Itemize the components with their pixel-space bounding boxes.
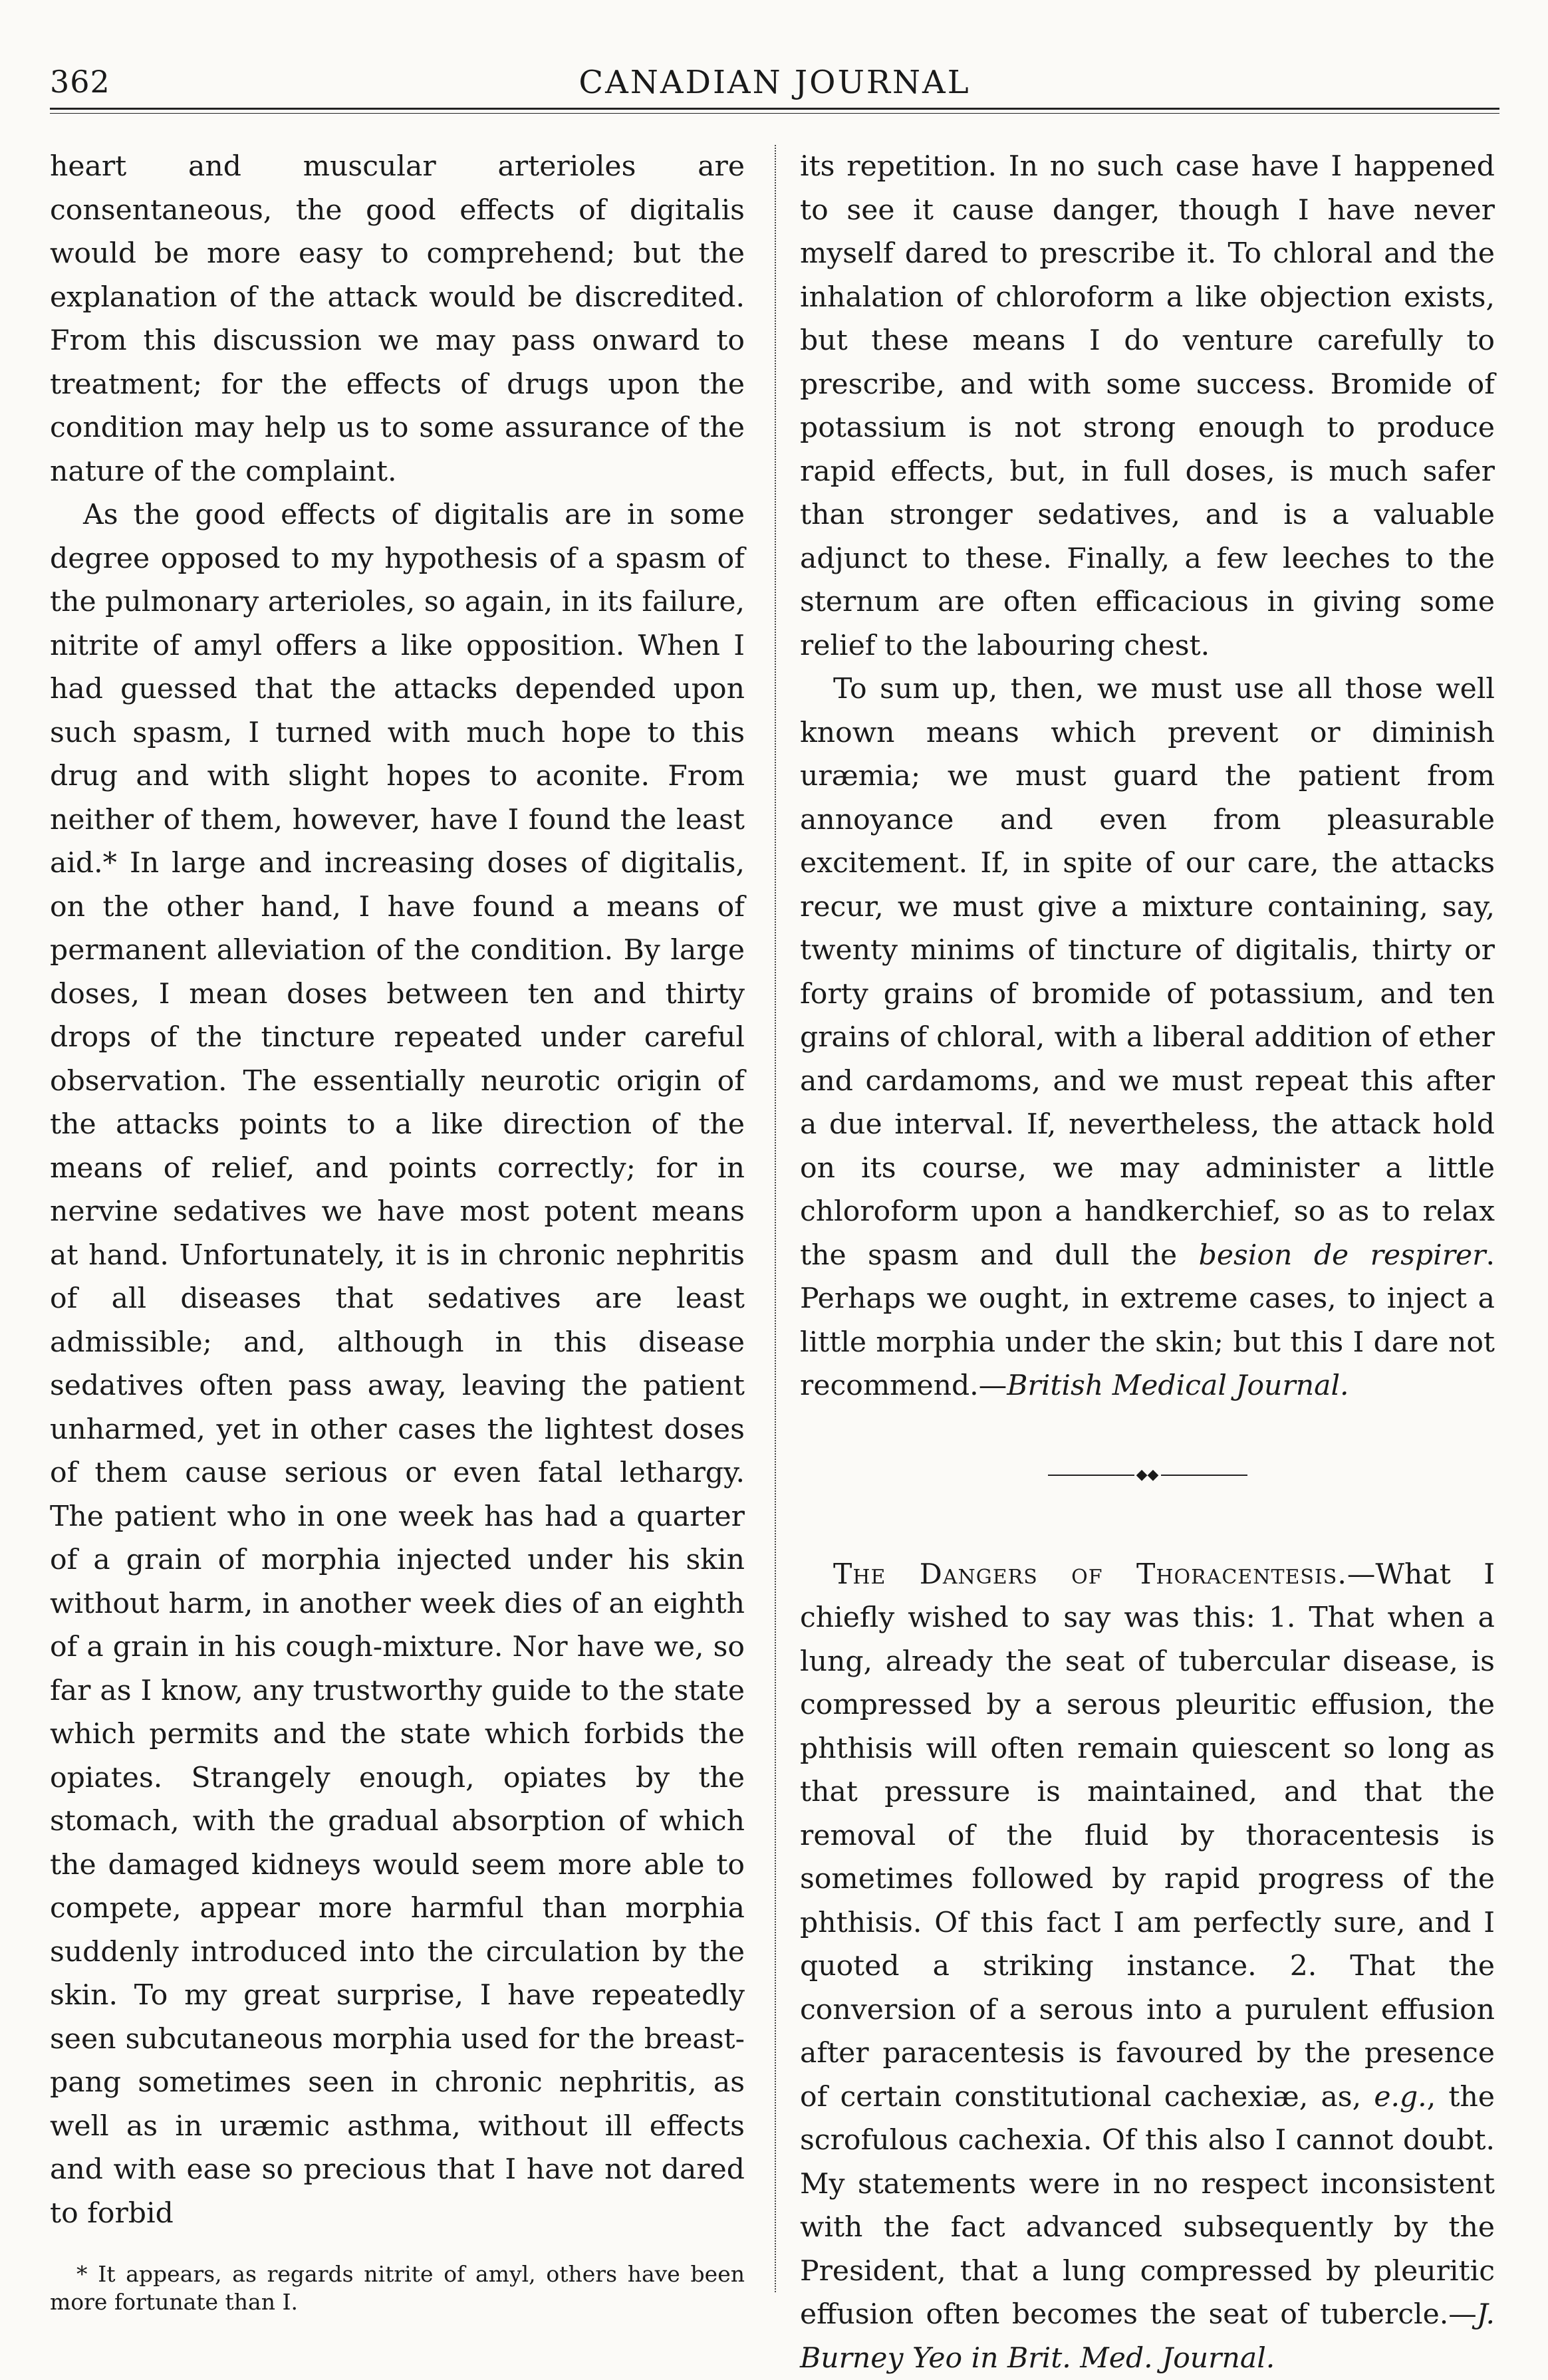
right-column bbox=[800, 145, 1495, 2380]
article-thoracentesis bbox=[800, 1553, 1495, 2380]
article-body: —What I chiefly wished to say was this: 1. That when a lung, already the seat of tubercular disease, is compressed by a serous pleuritic effusion, the phthisis will often remain quiescent so long as that pressure is maintained, and that the removal of the fluid by thoracentesis is sometimes followed by rapid progress of the phthisis. Of this fact I am perfectly sure, and I quoted a striking instance. 2. That the conversion of a serous into a purulent effusion after paracentesis is favoured by the presence of certain constitutional cachexiæ, as, bbox=[800, 1558, 1495, 2113]
column-divider bbox=[775, 145, 776, 2292]
page-header bbox=[50, 40, 1499, 97]
left-column bbox=[50, 145, 745, 2316]
paragraph-continuation: heart and muscular arterioles are consentaneous, the good effects of digitalis would be more easy to comprehend; but the explanation of the attack would be discredited. From this discussion we may pass onward to treatment; for the effects of drugs upon the condition may help us to some assurance of the nature of the complaint. bbox=[50, 145, 745, 493]
article-separator bbox=[1048, 1469, 1247, 1481]
summary-text: To sum up, then, we must use all those well known means which prevent or diminish uræmia; we must guard the patient from annoyance and even from pleasurable excitement. If, in spite of our care, the attacks recur, we must give a mixture containing, say, twenty minims of tincture of digitalis, thirty or forty grains of bromide of potassium, and ten grains of chloral, with a liberal addition of ether and cardamoms, and we must repeat this after a due interval. If, nevertheless, the attack hold on its course, we may administer a little chloroform upon a handkerchief, so as to relax the spasm and dull the bbox=[800, 673, 1495, 1272]
source-citation: British Medical Journal. bbox=[1007, 1369, 1349, 1402]
paragraph-continuation-right: its repetition. In no such case have I happened to see it cause danger, though I have never myself dared to prescribe it. To chloral and the inhalation of chloroform a like objection exists, but these means I do venture carefully to prescribe, and with some success. Bromide of potassium is not strong enough to produce rapid effects, but, in full doses, is much safer than stronger sedatives, and is a valuable adjunct to these. Finally, a few leeches to the sternum are often efficacious in giving some relief to the labouring chest. bbox=[800, 145, 1495, 667]
eg-abbrev: e.g. bbox=[1374, 2081, 1426, 2113]
paragraph-treatment: As the good effects of digitalis are in some degree opposed to my hypothesis of a spasm of the pulmonary arterioles, so again, in its failure, nitrite of amyl offers a like opposition. When I had guessed that the attacks depended upon such spasm, I turned with much hope to this drug and with slight hopes to aconite. From neither of them, however, have I found the least aid.* In large and increasing doses of digitalis, on the other hand, I have found a means of permanent alleviation of the condition. By large doses, I mean doses between ten and thirty drops of the tincture repeated under careful observation. The essentially neurotic origin of the attacks points to a like direction of the means of relief, and points correctly; for in nervine sedatives we have most potent means at hand. Unfortunately, it is in chronic nephritis of all diseases that sedatives are least admissible; and, although in this disease sedatives often pass away, leaving the patient unharmed, yet in other cases the lightest doses of them cause serious or even fatal lethargy. The patient who in one week has had a quarter of a grain of morphia injected under his skin without harm, in another week dies of an eighth of a grain in his cough-mixture. Nor have we, so far as I know, any trustworthy guide to the state which permits and the state which forbids the opiates. Strangely enough, opiates by the stomach, with the gradual absorption of which the damaged kidneys would seem more able to compete, appear more harmful than morphia suddenly introduced into the circulation by the skin. To my great surprise, I have repeatedly seen subcutaneous morphia used for the breast-pang sometimes seen in chronic nephritis, as well as in uræmic asthma, without ill effects and with ease so precious that I have not dared to forbid bbox=[50, 493, 745, 2235]
italic-phrase: besion de respirer bbox=[1199, 1239, 1486, 1272]
separator-ornament-icon: ◆◆ bbox=[1134, 1469, 1161, 1481]
article-source: J. Burney Yeo in Brit. Med. Journal. bbox=[800, 2298, 1495, 2375]
page-number: 362 bbox=[50, 64, 110, 100]
article-body-cont: , the scrofulous cachexia. Of this also I cannot doubt. My statements were in no respect inconsistent with the fact advanced subsequently by the President, that a lung compressed by pleuritic effusion often becomes the seat of tubercle.— bbox=[800, 2081, 1495, 2331]
article-title: The Dangers of Thoracentesis. bbox=[833, 1558, 1347, 1591]
separator-line-left bbox=[1048, 1475, 1134, 1476]
journal-page bbox=[50, 40, 1499, 2340]
two-column-body bbox=[50, 145, 1499, 2325]
running-head: CANADIAN JOURNAL bbox=[50, 64, 1499, 101]
footnote: * It appears, as regards nitrite of amyl, others have been more fortunate than I. bbox=[50, 2260, 745, 2316]
paragraph-summary bbox=[800, 667, 1495, 1408]
separator-line-right bbox=[1161, 1475, 1247, 1476]
summary-text-end: . Perhaps we ought, in extreme cases, to inject a little morphia under the skin; but this I dare not recommend.— bbox=[800, 1239, 1495, 1403]
header-rule bbox=[50, 108, 1499, 114]
